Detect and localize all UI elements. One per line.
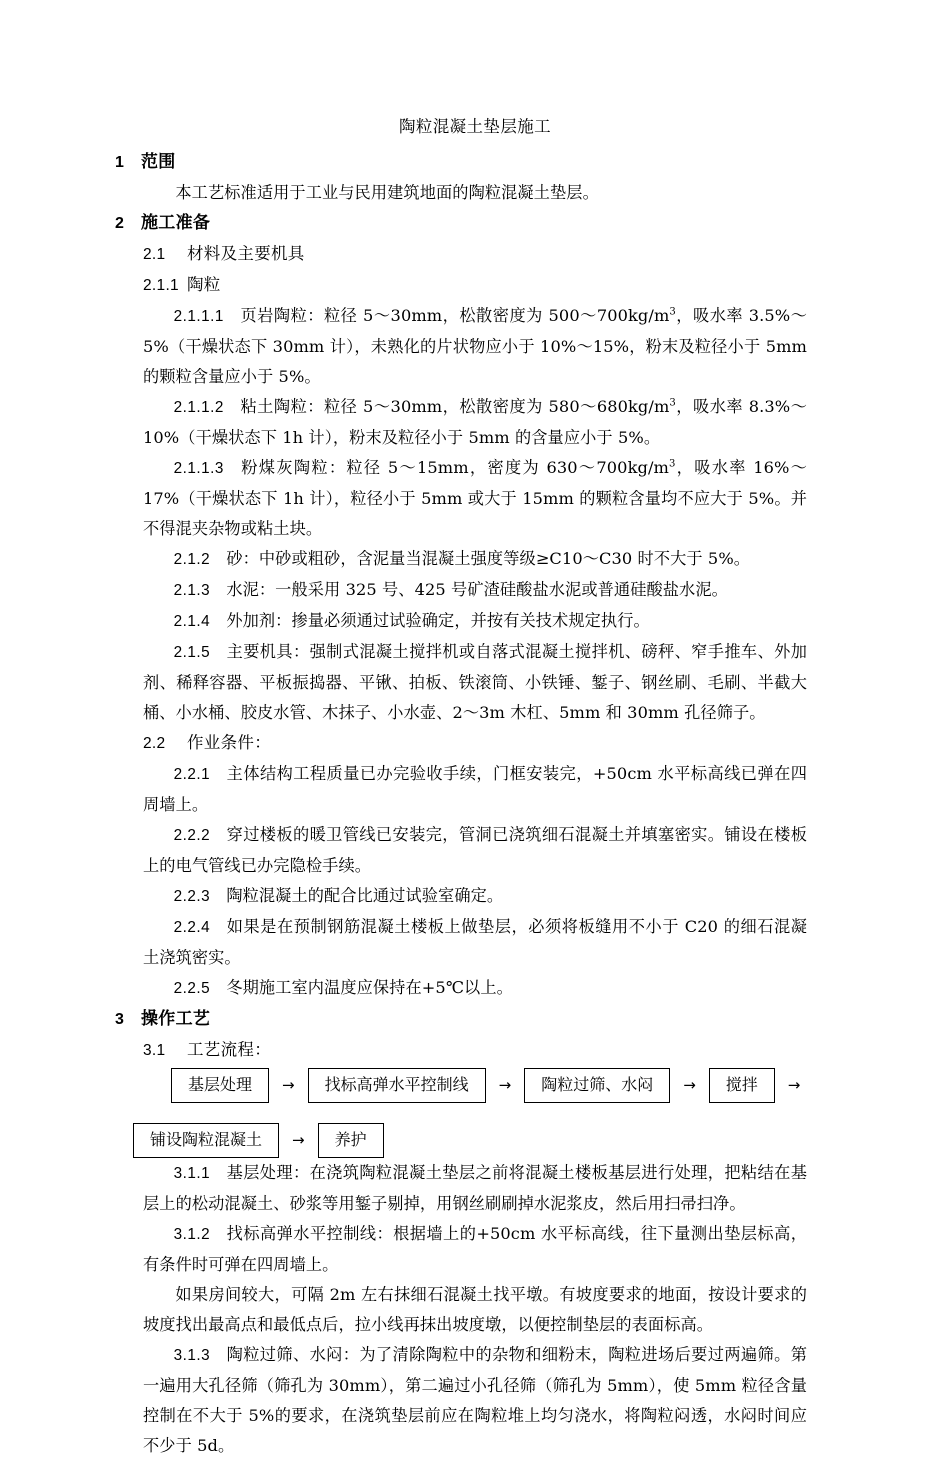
heading-3-operation-number: 3 [115, 1011, 125, 1028]
heading-2-1-materials [143, 239, 807, 270]
heading-1-scope [115, 147, 807, 178]
heading-2-preparation-number: 2 [115, 215, 125, 232]
paragraph-2-1-2-number: 2.1.2 [173, 551, 211, 568]
heading-3-1-process-flow [143, 1035, 807, 1066]
paragraph-2-1-1-2-text-b: ，吸水率 8.3%～10%（干燥状态下 1h 计），粉末及粒径小于 5mm 的含量应小于 5%。 [143, 397, 807, 447]
paragraph-2-1-1-3 [143, 453, 807, 544]
paragraph-2-1-3-number: 2.1.3 [173, 582, 211, 599]
page-title: 陶粒混凝土垫层施工 [398, 117, 552, 136]
paragraph-3-1-3 [143, 1340, 807, 1461]
paragraph-2-1-1-1-text-b: ，吸水率 3.5%～5%（干燥状态下 30mm 计），未熟化的片状物应小于 10%～15%，粉末及粒径小于 5mm 的颗粒含量应小于 5%。 [143, 306, 807, 386]
superscript-cubic-b: 3 [669, 397, 676, 409]
paragraph-2-2-2-number: 2.2.2 [173, 827, 211, 844]
paragraph-2-2-4 [143, 912, 807, 973]
heading-1-scope-label: 范围 [141, 152, 176, 172]
heading-3-operation-label: 操作工艺 [141, 1009, 211, 1029]
heading-3-1-number: 3.1 [143, 1042, 166, 1059]
flow-step-level-control-line: 找标高弹水平控制线 [308, 1068, 486, 1103]
paragraph-2-1-1-1-text-a: 页岩陶粒：粒径 5～30mm，松散密度为 500～700kg/m [240, 306, 670, 325]
paragraph-2-2-4-text: 如果是在预制钢筋混凝土楼板上做垫层，必须将板缝用不小于 C20 的细石混凝土浇筑密实。 [143, 917, 807, 967]
heading-2-preparation-label: 施工准备 [141, 213, 211, 233]
paragraph-2-2-1-number: 2.2.1 [173, 766, 211, 783]
flow-step-laying-concrete: 铺设陶粒混凝土 [133, 1123, 279, 1158]
paragraph-3-1-2-text: 找标高弹水平控制线：根据墙上的+50cm 水平标高线，往下量测出垫层标高，有条件时可弹在四周墙上。 [143, 1224, 807, 1274]
heading-2-1-1-number: 2.1.1 [143, 277, 179, 294]
paragraph-2-2-3-number: 2.2.3 [173, 888, 211, 905]
paragraph-2-1-1-1-number: 2.1.1.1 [173, 308, 224, 325]
paragraph-2-1-5-text: 主要机具：强制式混凝土搅拌机或自落式混凝土搅拌机、磅秤、窄手推车、外加剂、稀释容器、平板振捣器、平锹、拍板、铁滚筒、小铁锤、錾子、钢丝刷、毛刷、半截大桶、小水桶、胶皮水管、木抹子、小水壶、2～3m 木杠、5mm 和 30mm 孔径筛子。 [143, 642, 807, 722]
paragraph-3-1-2 [143, 1219, 807, 1280]
paragraph-2-1-1-3-number: 2.1.1.3 [173, 460, 224, 477]
paragraph-3-1-2-continued: 如果房间较大，可隔 2m 左右抹细石混凝土找平墩。有坡度要求的地面，按设计要求的坡度找出最高点和最低点后，拉小线再抹出坡度墩，以便控制垫层的表面标高。 [143, 1285, 807, 1334]
heading-2-1-number: 2.1 [143, 246, 166, 263]
paragraph-3-1-1 [143, 1158, 807, 1219]
flowchart-row-2 [133, 1123, 807, 1158]
heading-2-2-working-conditions [143, 728, 807, 759]
paragraph-3-1-2-number: 3.1.2 [173, 1226, 211, 1243]
paragraph-2-2-5 [143, 973, 807, 1004]
paragraph-2-1-4-admixture [143, 606, 807, 637]
flow-step-base-treatment: 基层处理 [171, 1068, 269, 1103]
paragraph-2-1-1-1 [143, 301, 807, 392]
paragraph-2-1-2-sand [143, 544, 807, 575]
process-flowchart [143, 1068, 807, 1158]
paragraph-2-1-1-3-text-b: ，吸水率 16%～17%（干燥状态下 1h 计），粒径小于 5mm 或大于 15mm 的颗粒含量均不应大于 5%。并不得混夹杂物或粘土块。 [143, 458, 807, 538]
heading-3-operation [115, 1004, 807, 1035]
paragraph-2-1-3-cement [143, 575, 807, 606]
paragraph-3-1-1-text: 基层处理：在浇筑陶粒混凝土垫层之前将混凝土楼板基层进行处理，把粘结在基层上的松动混凝土、砂浆等用錾子剔掉，用钢丝刷刷掉水泥浆皮，然后用扫帚扫净。 [143, 1163, 807, 1213]
paragraph-3-1-3-number: 3.1.3 [173, 1347, 211, 1364]
superscript-cubic-a: 3 [669, 306, 676, 318]
flow-step-mixing: 搅拌 [709, 1068, 775, 1103]
paragraph-3-1-3-text: 陶粒过筛、水闷：为了清除陶粒中的杂物和细粉末，陶粒进场后要过两遍筛。第一遍用大孔径筛（筛孔为 30mm），第二遍过小孔径筛（筛孔为 5mm），使 5mm 粒径含量控制在不大于 5%的要求，在浇筑垫层前应在陶粒堆上均匀浇水，将陶粒闷透，水闷时间应不少于 5d。 [143, 1345, 807, 1455]
arrow-icon: → [498, 1076, 512, 1094]
paragraph-2-2-5-number: 2.2.5 [173, 980, 211, 997]
paragraph-2-1-2-text: 砂：中砂或粗砂，含泥量当混凝土强度等级≥C10～C30 时不大于 5%。 [226, 549, 751, 568]
paragraph-2-1-4-text: 外加剂：掺量必须通过试验确定，并按有关技术规定执行。 [226, 611, 650, 630]
heading-2-2-number: 2.2 [143, 735, 166, 752]
paragraph-2-2-1 [143, 759, 807, 820]
heading-3-1-label: 工艺流程： [187, 1040, 271, 1059]
flow-step-sieving-soaking: 陶粒过筛、水闷 [524, 1068, 670, 1103]
paragraph-2-2-3-text: 陶粒混凝土的配合比通过试验室确定。 [226, 886, 504, 905]
paragraph-2-1-3-text: 水泥：一般采用 325 号、425 号矿渣硅酸盐水泥或普通硅酸盐水泥。 [226, 580, 728, 599]
paragraph-2-1-4-number: 2.1.4 [173, 613, 211, 630]
heading-2-2-label: 作业条件： [187, 733, 271, 752]
superscript-cubic-c: 3 [668, 458, 676, 470]
flow-step-curing: 养护 [318, 1123, 384, 1158]
paragraph-3-1-1-number: 3.1.1 [173, 1165, 211, 1182]
paragraph-2-2-2 [143, 820, 807, 881]
arrow-icon-trailing: → [787, 1076, 801, 1094]
arrow-icon: → [683, 1076, 696, 1094]
heading-2-1-label: 材料及主要机具 [187, 244, 305, 263]
paragraph-2-2-4-number: 2.2.4 [173, 919, 211, 936]
arrow-icon: → [292, 1131, 305, 1149]
paragraph-2-2-2-text: 穿过楼板的暖卫管线已安装完，管洞已浇筑细石混凝土并填塞密实。铺设在楼板上的电气管线已办完隐检手续。 [143, 825, 807, 875]
paragraph-2-1-1-2-number: 2.1.1.2 [173, 399, 224, 416]
arrow-icon: → [282, 1076, 295, 1094]
heading-2-1-1-ceramsite [143, 270, 807, 301]
paragraph-scope: 本工艺标准适用于工业与民用建筑地面的陶粒混凝土垫层。 [175, 183, 599, 202]
heading-2-1-1-label: 陶粒 [187, 275, 221, 294]
paragraph-2-1-1-2 [143, 392, 807, 453]
paragraph-2-1-5-number: 2.1.5 [173, 644, 211, 661]
flowchart-row-1 [143, 1068, 807, 1103]
paragraph-2-1-1-3-text-a: 粉煤灰陶粒：粒径 5～15mm，密度为 630～700kg/m [240, 458, 669, 477]
heading-2-preparation [115, 208, 807, 239]
paragraph-2-2-3 [143, 881, 807, 912]
heading-1-scope-number: 1 [115, 154, 125, 171]
paragraph-2-1-5-equipment [143, 637, 807, 728]
paragraph-2-1-1-2-text-a: 粘土陶粒：粒径 5～30mm，松散密度为 580～680kg/m [240, 397, 670, 416]
paragraph-2-2-5-text: 冬期施工室内温度应保持在+5℃以上。 [226, 978, 513, 997]
paragraph-2-2-1-text: 主体结构工程质量已办完验收手续，门框安装完，+50cm 水平标高线已弹在四周墙上。 [143, 764, 807, 814]
